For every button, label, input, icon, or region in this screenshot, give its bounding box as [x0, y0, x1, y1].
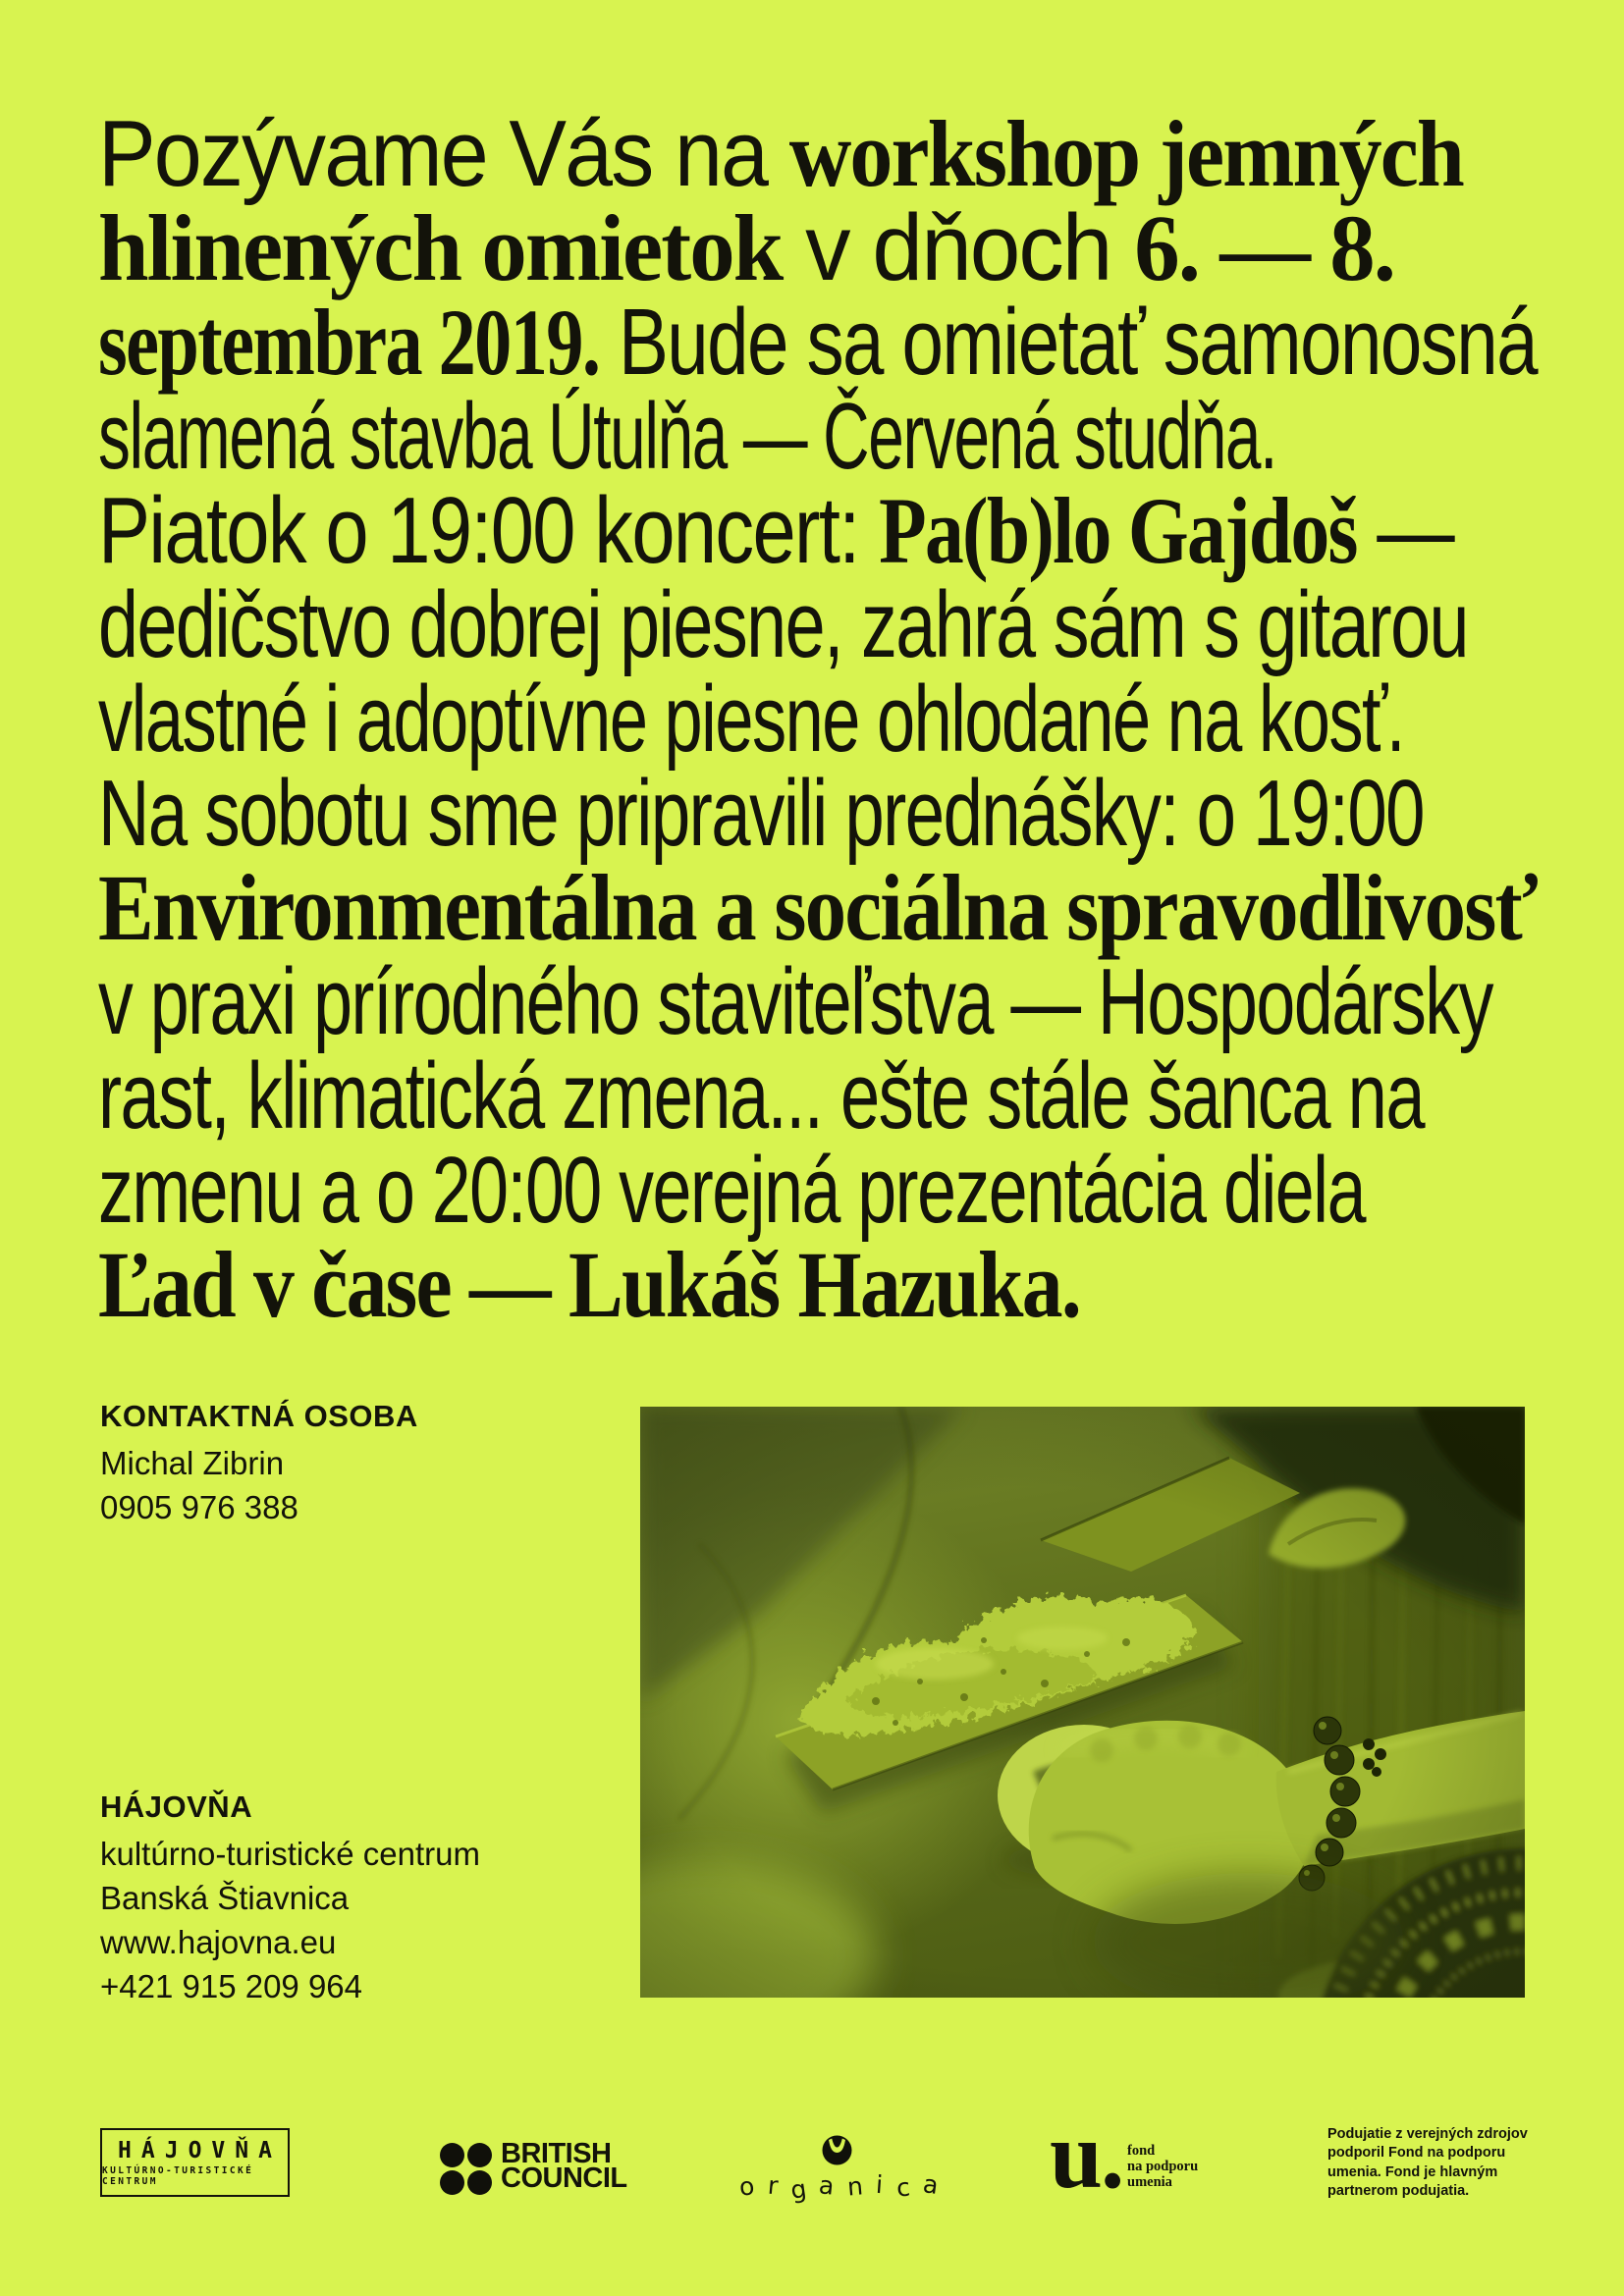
intro-segment-bold: 6. — 8.	[1134, 195, 1394, 300]
intro-segment: Na sobotu sme pripravili prednášky: o 19:00	[98, 761, 1424, 866]
intro-segment-bold: Ľad v čase — Lukáš Hazuka.	[98, 1232, 1080, 1337]
intro-segment-bold: Pa(b)lo Gajdoš	[879, 478, 1357, 583]
intro-line	[98, 1138, 1538, 1243]
intro-line	[98, 855, 1538, 960]
venue-line: www.hajovna.eu	[100, 1924, 337, 1960]
contact-heading: KONTAKTNÁ OSOBA	[100, 1399, 418, 1433]
contact-phone: 0905 976 388	[100, 1489, 298, 1525]
intro-line	[98, 101, 1538, 206]
intro-segment: Piatok o 19:00 koncert:	[98, 478, 880, 583]
clay-plastering-photo	[640, 1407, 1525, 1998]
organica-letter: a	[920, 2169, 941, 2200]
funding-note-line: Podujatie z verejných zdrojov	[1327, 2126, 1528, 2142]
fond-na-podporu-umenia-logo	[1050, 2103, 1275, 2208]
intro-line	[98, 667, 1538, 772]
fond-text-line: na podporu	[1127, 2159, 1199, 2174]
intro-segment-bold: workshop jemných	[788, 101, 1463, 206]
intro-line	[98, 290, 1538, 395]
intro-line	[98, 572, 1538, 677]
intro-segment: v praxi prírodného staviteľstva — Hospodársky	[98, 949, 1492, 1054]
intro-line	[98, 195, 1538, 300]
organica-letter: g	[788, 2174, 809, 2205]
intro-segment-bold: Environmentálna a sociálna spravodlivosť	[98, 855, 1537, 960]
intro-segment: slamená stavba Útulňa — Červená studňa.	[98, 384, 1276, 489]
venue-line: Banská Štiavnica	[100, 1880, 350, 1916]
intro-segment: Pozývame Vás na	[98, 101, 789, 206]
british-council-wordmark	[501, 2138, 627, 2195]
organica-person-icon	[822, 2135, 852, 2170]
hajovna-logo	[100, 2128, 290, 2197]
intro-segment-bold: septembra 2019.	[98, 290, 600, 395]
organica-letter: c	[894, 2172, 911, 2203]
british-council-dots-icon	[440, 2143, 492, 2195]
intro-line	[98, 949, 1538, 1054]
venue-details	[100, 1832, 480, 2008]
fond-text-line: umenia	[1127, 2174, 1172, 2190]
funding-note-line: podporil Fond na podporu	[1327, 2145, 1506, 2162]
organica-letter: n	[845, 2171, 865, 2202]
organica-wordmark	[737, 2169, 941, 2205]
intro-line	[98, 1043, 1538, 1148]
fond-logo-text	[1127, 2143, 1198, 2190]
british-council-line1: BRITISH	[501, 2138, 612, 2169]
funding-note	[1327, 2125, 1553, 2201]
contact-name: Michal Zibrin	[100, 1445, 285, 1481]
intro-segment: rast, klimatická zmena... ešte stále šanca na	[98, 1043, 1424, 1148]
fond-u-mark: u.	[1050, 2103, 1123, 2208]
intro-line	[98, 761, 1538, 866]
hajovna-logo-subtitle: KULTÚRNO-TURISTICKÉ CENTRUM	[102, 2164, 254, 2187]
intro-segment: zmenu a o 20:00 verejná prezentácia diela	[98, 1138, 1365, 1243]
venue-line: +421 915 209 964	[100, 1968, 363, 2004]
british-council-logo	[440, 2138, 627, 2195]
intro-segment: —	[1356, 478, 1453, 583]
intro-segment: dedičstvo dobrej piesne, zahrá sám s gitarou	[98, 572, 1468, 677]
venue-block	[100, 1789, 480, 2008]
funding-note-line: partnerom podujatia.	[1327, 2182, 1470, 2199]
intro-segment: Bude sa omietať samonosná	[599, 290, 1537, 395]
intro-segment-bold: hlinených omietok	[98, 195, 783, 300]
organica-letter: i	[875, 2169, 885, 2200]
organica-letter: a	[818, 2170, 837, 2201]
funding-note-line: umenia. Fond je hlavným	[1327, 2163, 1498, 2180]
clay-photo-illustration	[640, 1407, 1525, 1998]
venue-line: kultúrno-turistické centrum	[100, 1836, 480, 1872]
intro-segment: vlastné i adoptívne piesne ohlodané na kosť.	[98, 667, 1404, 772]
intro-segment: v dňoch	[782, 195, 1135, 300]
organica-letter: o	[737, 2171, 756, 2202]
british-council-line2: COUNCIL	[501, 2163, 627, 2195]
intro-line	[98, 384, 1538, 489]
venue-heading: HÁJOVŇA	[100, 1789, 253, 1824]
intro-line	[98, 478, 1538, 583]
hajovna-logo-title: HÁJOVŇA	[118, 2137, 282, 2163]
intro-line	[98, 1232, 1538, 1337]
organica-letter: r	[766, 2170, 780, 2201]
intro-text	[98, 101, 1538, 1337]
contact-block	[100, 1398, 418, 1529]
fond-text-line: fond	[1127, 2143, 1156, 2159]
